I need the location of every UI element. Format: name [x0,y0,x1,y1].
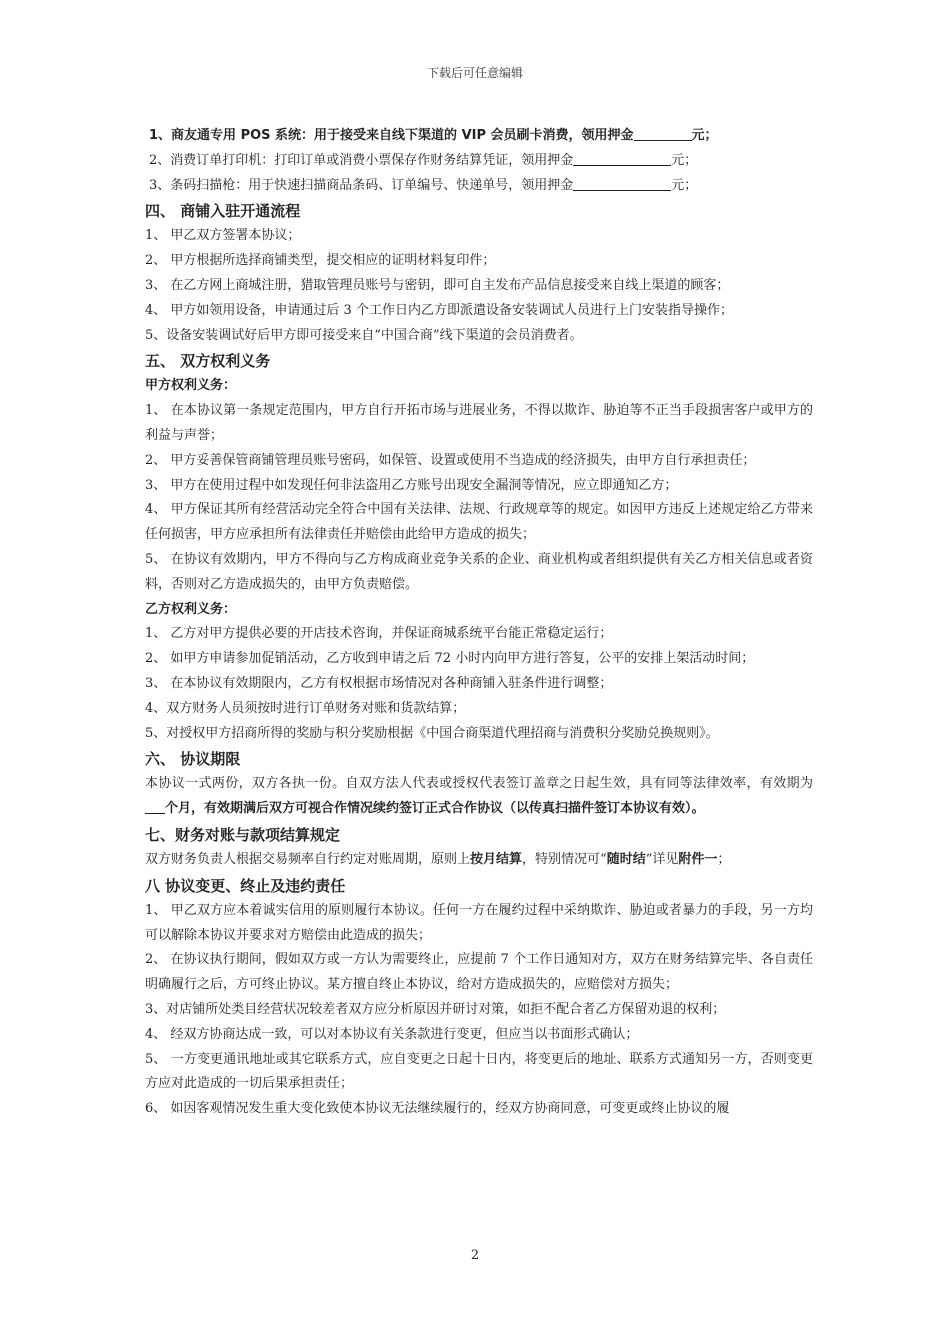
equipment-item-2-unit: 元； [671,152,698,168]
equipment-item-1 [145,124,813,149]
section-8-item: 1、 甲乙双方应本着诚实信用的原则履行本协议。任何一方在履约过程中采纳欺诈、胁迫或者暴力的手段，另一方均可以解除本协议并要求对方赔偿由此造成的损失； [145,902,813,943]
section-4-item: 1、 甲乙双方签署本协议； [145,228,301,244]
equipment-item-1-unit: 元； [691,128,718,143]
section-5-title: 五、 双方权利义务 [145,352,271,371]
section-6-text-1: 本协议一式两份，双方各执一份。自双方法人代表或授权代表签订盖章之日起生效，具有同等法律效率，有效期为 [145,776,813,792]
section-8-item: 4、 经双方协商达成一致，可以对本协议有关条款进行变更，但应当以书面形式确认； [145,1026,639,1042]
term-months-blank [145,799,165,814]
party-b-item: 2、 如甲方申请参加促销活动，乙方收到申请之后 72 小时内向甲方进行答复，公平的安排上架活动时间； [145,651,755,667]
party-b-duties-title: 乙方权利义务： [145,601,237,617]
section-7-b1: 按月结算 [470,851,523,867]
section-6-title: 六、 协议期限 [145,750,241,769]
equipment-item-3 [145,174,813,199]
section-7-t2: ，特别情况可“ [522,851,607,867]
page-header: 下载后可任意编辑 [426,66,523,80]
section-7-b2: 随时结 [606,851,646,867]
section-4-item: 5、设备安装调试好后甲方即可接受来自“中国合商”线下渠道的会员消费者。 [145,327,583,343]
party-b-item: 1、 乙方对甲方提供必要的开店技术咨询，并保证商城系统平台能正常稳定运行； [145,626,613,642]
party-b-item: 3、 在本协议有效期限内，乙方有权根据市场情况对各种商铺入驻条件进行调整； [145,675,613,691]
party-a-item: 5、 在协议有效期内，甲方不得向与乙方构成商业竞争关系的企业、商业机构或者组织提供有关乙方相关信息或者资料，否则对乙方造成损失的，由甲方负责赔偿。 [145,551,813,592]
party-a-item: 1、 在本协议第一条规定范围内，甲方自行开拓市场与进展业务，不得以欺诈、胁迫等不正当手段损害客户或甲方的利益与声誉； [145,403,813,443]
section-4-title: 四、 商铺入驻开通流程 [145,202,301,221]
deposit-blank-3 [573,176,671,191]
section-7-t4: ； [717,851,731,867]
section-7-t3: ”详见 [645,851,679,867]
party-b-item: 5、对授权甲方招商所得的奖励与积分奖励根据《中国合商渠道代理招商与消费积分奖励兑换规则》。 [145,725,719,741]
section-8-item: 2、 在协议执行期间，假如双方或一方认为需要终止，应提前 7 个工作日通知对方，双方在财务结算完毕、各自责任明确履行之后，方可终止协议。某方擅自终止本协议，给对方造成损失的，应赔偿对方损失； [145,952,813,993]
party-a-item: 4、 甲方保证其所有经营活动完全符合中国有关法律、法规、行政规章等的规定。如因甲方违反上述规定给乙方带来任何损害，甲方应承担所有法律责任并赔偿由此给甲方造成的损失； [145,502,813,543]
section-7-body [145,848,813,873]
party-a-duties-title: 甲方权利义务： [145,378,237,394]
section-8-item: 6、 如因客观情况发生重大变化致使本协议无法继续履行的，经双方协商同意，可变更或终止协议的履 [145,1101,730,1117]
party-a-item: 3、 甲方在使用过程中如发现任何非法盗用乙方账号出现安全漏洞等情况，应立即通知乙方； [145,477,678,493]
section-6-body [145,772,813,822]
section-4-item: 3、 在乙方网上商城注册，猎取管理员账号与密钥，即可自主发布产品信息接受来自线上渠道的顾客； [145,277,730,293]
equipment-item-3-unit: 元； [671,177,698,193]
deposit-blank-2 [573,151,671,166]
equipment-item-1-text: 1、商友通专用 POS 系统：用于接受来自线下渠道的 VIP 会员刷卡消费，领用押金 [149,128,634,143]
party-a-item: 2、 甲方妥善保管商铺管理员账号密码，如保管、设置或使用不当造成的经济损失，由甲方自行承担责任； [145,452,756,468]
equipment-item-3-text: 3、条码扫描枪：用于快速扫描商品条码、订单编号、快递单号，领用押金 [149,177,574,193]
section-6-text-3: ）。 [685,801,705,817]
document-body [145,124,813,1122]
section-6-text-2: 个月，有效期满后双方可视合作情况续约签订正式合作协议（ [165,801,517,817]
page-number: 2 [470,1248,480,1263]
section-6-bold: 以传真扫描件签订本协议有效 [516,801,686,817]
equipment-item-2 [145,149,813,174]
section-8-item: 3、对店铺所处类目经营状况较差者双方应分析原因并研讨对策，如拒不配合者乙方保留劝退的权利； [145,1001,726,1017]
section-4-item: 2、 甲方根据所选择商铺类型，提交相应的证明材料复印件； [145,253,496,269]
section-7-t1: 双方财务负责人根据交易频率自行约定对账周期，原则上 [145,851,471,867]
party-b-item: 4、双方财务人员须按时进行订单财务对账和货款结算； [145,700,466,716]
section-7-title: 七、财务对账与款项结算规定 [145,825,341,844]
equipment-item-2-text: 2、消费订单打印机：打印订单或消费小票保存作财务结算凭证，领用押金 [149,152,574,168]
deposit-blank-1 [634,126,692,141]
section-7-b3: 附件一 [678,851,718,867]
section-8-item: 5、 一方变更通讯地址或其它联系方式，应自变更之日起十日内，将变更后的地址、联系方式通知另一方，否则变更方应对此造成的一切后果承担责任； [145,1051,813,1092]
section-4-item: 4、 甲方如领用设备，申请通过后 3 个工作日内乙方即派遣设备安装调试人员进行上门安装指导操作； [145,302,733,318]
section-8-title: 八 协议变更、终止及违约责任 [145,876,346,895]
